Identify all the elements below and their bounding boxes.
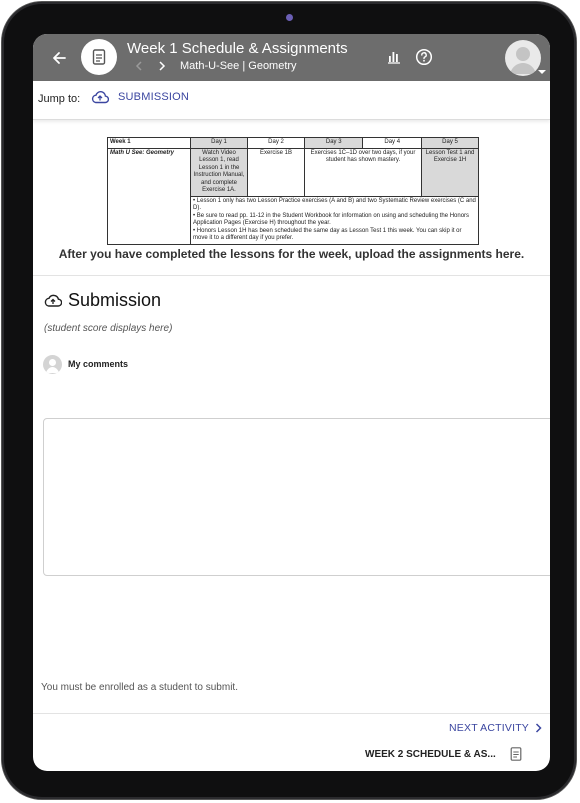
page-title: Week 1 Schedule & Assignments bbox=[127, 40, 348, 57]
user-avatar-button[interactable] bbox=[505, 40, 541, 76]
student-score-placeholder: (student score displays here) bbox=[44, 323, 173, 334]
schedule-cell-day5: Lesson Test 1 and Exercise 1H bbox=[422, 148, 479, 196]
schedule-cell-day3-4: Exercises 1C–1D over two days, if your student has shown mastery. bbox=[305, 148, 422, 196]
jump-bar bbox=[33, 81, 550, 120]
schedule-note: • Honors Lesson 1H has been scheduled the same day as Lesson Test 1 this week. You can skip it or move it to a different day if you prefer. bbox=[193, 227, 462, 241]
schedule-week-header: Week 1 bbox=[108, 138, 191, 149]
jump-to-label: Jump to: bbox=[38, 93, 81, 105]
schedule-subject-label: Math U See: Geometry bbox=[108, 148, 191, 244]
schedule-row bbox=[108, 148, 479, 196]
enrollment-notice: You must be enrolled as a student to submit. bbox=[41, 682, 238, 693]
back-button[interactable] bbox=[47, 46, 71, 70]
camera-dot bbox=[286, 14, 293, 21]
progress-stats-button[interactable] bbox=[385, 48, 403, 66]
caret-down-icon[interactable] bbox=[538, 70, 546, 74]
next-activity-header-button[interactable] bbox=[155, 59, 169, 73]
chevron-left-icon bbox=[135, 61, 143, 71]
document-icon bbox=[510, 747, 522, 761]
help-button[interactable] bbox=[415, 48, 433, 66]
next-activity-name[interactable]: WEEK 2 SCHEDULE & AS... bbox=[365, 749, 496, 760]
schedule-cell-day1: Watch Video Lesson 1, read Lesson 1 in the Instruction Manual, and complete Exercise 1A. bbox=[191, 148, 248, 196]
schedule-cell-day2: Exercise 1B bbox=[248, 148, 305, 196]
cloud-upload-icon bbox=[44, 291, 62, 309]
chevron-right-icon bbox=[158, 61, 166, 71]
schedule-note: • Be sure to read pp. 11-12 in the Student Workbook for information on using and scheduling the Honors Application Pages (Exercise H) throughout the year. bbox=[193, 212, 470, 226]
schedule-header-row bbox=[108, 138, 479, 149]
schedule-note: • Lesson 1 only has two Lesson Practice exercises (A and B) and two Systematic Review exercises (C and D). bbox=[193, 197, 476, 211]
upload-instructions: After you have completed the lessons for the week, upload the assignments here. bbox=[58, 247, 525, 261]
schedule-day-header: Day 2 bbox=[248, 138, 305, 149]
cloud-upload-icon bbox=[91, 90, 109, 104]
schedule-day-header: Day 3 bbox=[305, 138, 363, 149]
my-comments-label: My comments bbox=[68, 359, 129, 369]
jump-to-submission-link[interactable] bbox=[91, 90, 189, 104]
course-breadcrumb: Math-U-See | Geometry bbox=[180, 60, 297, 72]
next-activity-label: NEXT ACTIVITY bbox=[449, 722, 530, 734]
user-avatar-icon bbox=[505, 40, 541, 76]
submission-heading: Submission bbox=[68, 290, 162, 310]
next-activity-link[interactable] bbox=[449, 722, 542, 734]
chevron-right-icon bbox=[535, 723, 542, 733]
jump-to-submission-text: SUBMISSION bbox=[118, 91, 190, 103]
activity-type-badge bbox=[81, 39, 117, 75]
comment-avatar bbox=[43, 355, 62, 374]
app-screen bbox=[33, 34, 550, 771]
document-icon bbox=[92, 49, 106, 65]
schedule-day-header: Day 4 bbox=[363, 138, 422, 149]
footer-divider bbox=[33, 713, 550, 714]
schedule-day-header: Day 1 bbox=[191, 138, 248, 149]
tablet-frame bbox=[2, 2, 576, 799]
back-arrow-icon bbox=[51, 50, 67, 66]
schedule-notes bbox=[191, 196, 479, 244]
help-circle-icon bbox=[415, 48, 433, 66]
bar-chart-icon bbox=[385, 48, 403, 66]
previous-activity-button[interactable] bbox=[132, 59, 146, 73]
user-avatar-icon bbox=[43, 355, 62, 374]
section-divider bbox=[33, 275, 550, 276]
week-schedule-table bbox=[107, 137, 479, 245]
activity-header bbox=[33, 34, 550, 81]
comment-input[interactable] bbox=[43, 418, 550, 576]
schedule-day-header: Day 5 bbox=[422, 138, 479, 149]
